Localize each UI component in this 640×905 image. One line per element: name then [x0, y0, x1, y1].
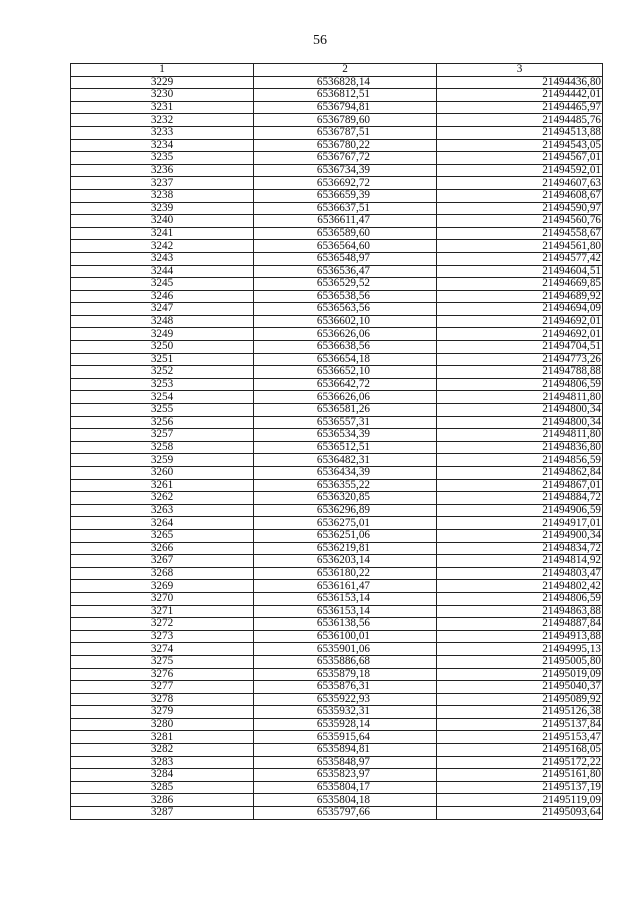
table-row — [71, 278, 603, 291]
y-coordinate-cell: 21495161,80 — [437, 769, 603, 782]
x-coordinate-cell: 6535932,31 — [254, 706, 437, 719]
x-coordinate-cell: 6536638,56 — [254, 341, 437, 354]
table-row — [71, 655, 603, 668]
point-number-cell: 3260 — [71, 467, 254, 480]
table-row — [71, 467, 603, 480]
point-number-cell: 3251 — [71, 353, 254, 366]
point-number-cell: 3263 — [71, 504, 254, 517]
table-row — [71, 215, 603, 228]
y-coordinate-cell: 21494862,84 — [437, 467, 603, 480]
x-coordinate-cell: 6535879,18 — [254, 668, 437, 681]
table-row — [71, 164, 603, 177]
y-coordinate-cell: 21494694,09 — [437, 303, 603, 316]
point-number-cell: 3284 — [71, 769, 254, 782]
y-coordinate-cell: 21494836,80 — [437, 441, 603, 454]
page-number: 56 — [313, 33, 327, 48]
y-coordinate-cell: 21494561,80 — [437, 240, 603, 253]
x-coordinate-cell: 6536812,51 — [254, 89, 437, 102]
point-number-cell: 3259 — [71, 454, 254, 467]
y-coordinate-cell: 21494802,42 — [437, 580, 603, 593]
y-coordinate-cell: 21494856,59 — [437, 454, 603, 467]
point-number-cell: 3257 — [71, 429, 254, 442]
x-coordinate-cell: 6536536,47 — [254, 265, 437, 278]
point-number-cell: 3267 — [71, 555, 254, 568]
x-coordinate-cell: 6536589,60 — [254, 227, 437, 240]
y-coordinate-cell: 21494577,42 — [437, 252, 603, 265]
x-coordinate-cell: 6535928,14 — [254, 718, 437, 731]
y-coordinate-cell: 21494806,59 — [437, 592, 603, 605]
table-row — [71, 139, 603, 152]
y-coordinate-cell: 21494803,47 — [437, 567, 603, 580]
y-coordinate-cell: 21494436,80 — [437, 76, 603, 89]
point-number-cell: 3241 — [71, 227, 254, 240]
point-number-cell: 3275 — [71, 655, 254, 668]
y-coordinate-cell: 21494884,72 — [437, 492, 603, 505]
point-number-cell: 3245 — [71, 278, 254, 291]
table-row — [71, 630, 603, 643]
y-coordinate-cell: 21494917,01 — [437, 517, 603, 530]
x-coordinate-cell: 6536512,51 — [254, 441, 437, 454]
x-coordinate-cell: 6536153,14 — [254, 592, 437, 605]
x-coordinate-cell: 6535848,97 — [254, 756, 437, 769]
x-coordinate-cell: 6536602,10 — [254, 315, 437, 328]
x-coordinate-cell: 6536654,18 — [254, 353, 437, 366]
x-coordinate-cell: 6535804,17 — [254, 781, 437, 794]
x-coordinate-cell: 6536355,22 — [254, 479, 437, 492]
y-coordinate-cell: 21495153,47 — [437, 731, 603, 744]
table-row — [71, 794, 603, 807]
point-number-cell: 3281 — [71, 731, 254, 744]
x-coordinate-cell: 6536275,01 — [254, 517, 437, 530]
y-coordinate-cell: 21495019,09 — [437, 668, 603, 681]
y-coordinate-cell: 21495005,80 — [437, 655, 603, 668]
table-row — [71, 303, 603, 316]
x-coordinate-cell: 6536557,31 — [254, 416, 437, 429]
y-coordinate-cell: 21495137,84 — [437, 718, 603, 731]
y-coordinate-cell: 21494995,13 — [437, 643, 603, 656]
column-header-1: 1 — [71, 64, 254, 77]
table-row — [71, 529, 603, 542]
point-number-cell: 3238 — [71, 189, 254, 202]
coordinates-table — [70, 63, 603, 820]
table-row — [71, 404, 603, 417]
table-row — [71, 441, 603, 454]
y-coordinate-cell: 21494704,51 — [437, 341, 603, 354]
y-coordinate-cell: 21495137,19 — [437, 781, 603, 794]
point-number-cell: 3252 — [71, 366, 254, 379]
table-row — [71, 429, 603, 442]
x-coordinate-cell: 6536626,06 — [254, 328, 437, 341]
table-body — [71, 76, 603, 819]
x-coordinate-cell: 6536138,56 — [254, 618, 437, 631]
y-coordinate-cell: 21495040,37 — [437, 681, 603, 694]
point-number-cell: 3258 — [71, 441, 254, 454]
point-number-cell: 3276 — [71, 668, 254, 681]
x-coordinate-cell: 6536564,60 — [254, 240, 437, 253]
x-coordinate-cell: 6536780,22 — [254, 139, 437, 152]
table-row — [71, 555, 603, 568]
table-row — [71, 643, 603, 656]
y-coordinate-cell: 21494604,51 — [437, 265, 603, 278]
table-row — [71, 101, 603, 114]
point-number-cell: 3250 — [71, 341, 254, 354]
point-number-cell: 3230 — [71, 89, 254, 102]
x-coordinate-cell: 6536161,47 — [254, 580, 437, 593]
point-number-cell: 3231 — [71, 101, 254, 114]
y-coordinate-cell: 21494906,59 — [437, 504, 603, 517]
table-row — [71, 756, 603, 769]
y-coordinate-cell: 21494773,26 — [437, 353, 603, 366]
table-row — [71, 542, 603, 555]
table-row — [71, 252, 603, 265]
y-coordinate-cell: 21494692,01 — [437, 315, 603, 328]
point-number-cell: 3283 — [71, 756, 254, 769]
table-row — [71, 328, 603, 341]
table-row — [71, 618, 603, 631]
table-row — [71, 177, 603, 190]
y-coordinate-cell: 21494800,34 — [437, 404, 603, 417]
table-row — [71, 315, 603, 328]
y-coordinate-cell: 21494689,92 — [437, 290, 603, 303]
point-number-cell: 3248 — [71, 315, 254, 328]
table-row — [71, 114, 603, 127]
point-number-cell: 3247 — [71, 303, 254, 316]
table-row — [71, 366, 603, 379]
table-row — [71, 416, 603, 429]
point-number-cell: 3261 — [71, 479, 254, 492]
y-coordinate-cell: 21494607,63 — [437, 177, 603, 190]
table-row — [71, 781, 603, 794]
y-coordinate-cell: 21494608,67 — [437, 189, 603, 202]
point-number-cell: 3272 — [71, 618, 254, 631]
x-coordinate-cell: 6536659,39 — [254, 189, 437, 202]
point-number-cell: 3282 — [71, 744, 254, 757]
point-number-cell: 3254 — [71, 391, 254, 404]
x-coordinate-cell: 6536320,85 — [254, 492, 437, 505]
x-coordinate-cell: 6536180,22 — [254, 567, 437, 580]
point-number-cell: 3253 — [71, 378, 254, 391]
table-row — [71, 567, 603, 580]
table-row — [71, 454, 603, 467]
y-coordinate-cell: 21494811,80 — [437, 391, 603, 404]
x-coordinate-cell: 6536581,26 — [254, 404, 437, 417]
y-coordinate-cell: 21494867,01 — [437, 479, 603, 492]
point-number-cell: 3286 — [71, 794, 254, 807]
x-coordinate-cell: 6536538,56 — [254, 290, 437, 303]
point-number-cell: 3233 — [71, 126, 254, 139]
table-row — [71, 265, 603, 278]
y-coordinate-cell: 21494590,97 — [437, 202, 603, 215]
x-coordinate-cell: 6535823,97 — [254, 769, 437, 782]
column-header-3: 3 — [437, 64, 603, 77]
table-row — [71, 202, 603, 215]
x-coordinate-cell: 6536787,51 — [254, 126, 437, 139]
point-number-cell: 3249 — [71, 328, 254, 341]
point-number-cell: 3265 — [71, 529, 254, 542]
point-number-cell: 3271 — [71, 605, 254, 618]
x-coordinate-cell: 6536789,60 — [254, 114, 437, 127]
point-number-cell: 3285 — [71, 781, 254, 794]
table-row — [71, 89, 603, 102]
x-coordinate-cell: 6535804,18 — [254, 794, 437, 807]
point-number-cell: 3243 — [71, 252, 254, 265]
table-row — [71, 668, 603, 681]
y-coordinate-cell: 21495119,09 — [437, 794, 603, 807]
y-coordinate-cell: 21494913,88 — [437, 630, 603, 643]
table-row — [71, 605, 603, 618]
table-row — [71, 693, 603, 706]
x-coordinate-cell: 6536563,56 — [254, 303, 437, 316]
x-coordinate-cell: 6536611,47 — [254, 215, 437, 228]
table-row — [71, 341, 603, 354]
point-number-cell: 3270 — [71, 592, 254, 605]
x-coordinate-cell: 6536251,06 — [254, 529, 437, 542]
x-coordinate-cell: 6536626,06 — [254, 391, 437, 404]
table-row — [71, 240, 603, 253]
x-coordinate-cell: 6536534,39 — [254, 429, 437, 442]
y-coordinate-cell: 21494558,67 — [437, 227, 603, 240]
table-row — [71, 479, 603, 492]
point-number-cell: 3232 — [71, 114, 254, 127]
point-number-cell: 3273 — [71, 630, 254, 643]
table-row — [71, 580, 603, 593]
table-row — [71, 290, 603, 303]
table-row — [71, 504, 603, 517]
x-coordinate-cell: 6535922,93 — [254, 693, 437, 706]
table-row — [71, 681, 603, 694]
table-row — [71, 189, 603, 202]
table-header-row — [71, 64, 603, 77]
point-number-cell: 3269 — [71, 580, 254, 593]
point-number-cell: 3244 — [71, 265, 254, 278]
table-row — [71, 126, 603, 139]
x-coordinate-cell: 6536692,72 — [254, 177, 437, 190]
point-number-cell: 3229 — [71, 76, 254, 89]
x-coordinate-cell: 6536642,72 — [254, 378, 437, 391]
y-coordinate-cell: 21494465,97 — [437, 101, 603, 114]
table-row — [71, 731, 603, 744]
table-row — [71, 152, 603, 165]
x-coordinate-cell: 6536652,10 — [254, 366, 437, 379]
table-row — [71, 718, 603, 731]
x-coordinate-cell: 6536153,14 — [254, 605, 437, 618]
y-coordinate-cell: 21494543,05 — [437, 139, 603, 152]
point-number-cell: 3236 — [71, 164, 254, 177]
point-number-cell: 3256 — [71, 416, 254, 429]
y-coordinate-cell: 21494567,01 — [437, 152, 603, 165]
x-coordinate-cell: 6535894,81 — [254, 744, 437, 757]
point-number-cell: 3255 — [71, 404, 254, 417]
x-coordinate-cell: 6536296,89 — [254, 504, 437, 517]
y-coordinate-cell: 21494800,34 — [437, 416, 603, 429]
y-coordinate-cell: 21494692,01 — [437, 328, 603, 341]
point-number-cell: 3262 — [71, 492, 254, 505]
y-coordinate-cell: 21494863,88 — [437, 605, 603, 618]
table-row — [71, 517, 603, 530]
y-coordinate-cell: 21494900,34 — [437, 529, 603, 542]
point-number-cell: 3239 — [71, 202, 254, 215]
x-coordinate-cell: 6535901,06 — [254, 643, 437, 656]
point-number-cell: 3240 — [71, 215, 254, 228]
y-coordinate-cell: 21494811,80 — [437, 429, 603, 442]
x-coordinate-cell: 6536434,39 — [254, 467, 437, 480]
y-coordinate-cell: 21494485,76 — [437, 114, 603, 127]
x-coordinate-cell: 6536794,81 — [254, 101, 437, 114]
point-number-cell: 3278 — [71, 693, 254, 706]
point-number-cell: 3274 — [71, 643, 254, 656]
x-coordinate-cell: 6536637,51 — [254, 202, 437, 215]
point-number-cell: 3280 — [71, 718, 254, 731]
point-number-cell: 3268 — [71, 567, 254, 580]
column-header-2: 2 — [254, 64, 437, 77]
y-coordinate-cell: 21494592,01 — [437, 164, 603, 177]
x-coordinate-cell: 6535876,31 — [254, 681, 437, 694]
y-coordinate-cell: 21495126,38 — [437, 706, 603, 719]
y-coordinate-cell: 21494560,76 — [437, 215, 603, 228]
y-coordinate-cell: 21494814,92 — [437, 555, 603, 568]
x-coordinate-cell: 6536529,52 — [254, 278, 437, 291]
table-row — [71, 391, 603, 404]
x-coordinate-cell: 6536767,72 — [254, 152, 437, 165]
y-coordinate-cell: 21495172,22 — [437, 756, 603, 769]
point-number-cell: 3264 — [71, 517, 254, 530]
y-coordinate-cell: 21494442,01 — [437, 89, 603, 102]
x-coordinate-cell: 6535886,68 — [254, 655, 437, 668]
y-coordinate-cell: 21495168,05 — [437, 744, 603, 757]
x-coordinate-cell: 6535915,64 — [254, 731, 437, 744]
point-number-cell: 3287 — [71, 807, 254, 820]
table-row — [71, 744, 603, 757]
table-row — [71, 353, 603, 366]
y-coordinate-cell: 21494788,88 — [437, 366, 603, 379]
y-coordinate-cell: 21494669,85 — [437, 278, 603, 291]
x-coordinate-cell: 6536482,31 — [254, 454, 437, 467]
table-row — [71, 227, 603, 240]
table-row — [71, 769, 603, 782]
x-coordinate-cell: 6536734,39 — [254, 164, 437, 177]
y-coordinate-cell: 21494834,72 — [437, 542, 603, 555]
y-coordinate-cell: 21495093,64 — [437, 807, 603, 820]
x-coordinate-cell: 6535797,66 — [254, 807, 437, 820]
x-coordinate-cell: 6536828,14 — [254, 76, 437, 89]
y-coordinate-cell: 21494887,84 — [437, 618, 603, 631]
y-coordinate-cell: 21494806,59 — [437, 378, 603, 391]
table-row — [71, 378, 603, 391]
x-coordinate-cell: 6536219,81 — [254, 542, 437, 555]
point-number-cell: 3237 — [71, 177, 254, 190]
table-row — [71, 592, 603, 605]
point-number-cell: 3266 — [71, 542, 254, 555]
point-number-cell: 3242 — [71, 240, 254, 253]
point-number-cell: 3234 — [71, 139, 254, 152]
point-number-cell: 3277 — [71, 681, 254, 694]
y-coordinate-cell: 21495089,92 — [437, 693, 603, 706]
point-number-cell: 3246 — [71, 290, 254, 303]
x-coordinate-cell: 6536100,01 — [254, 630, 437, 643]
x-coordinate-cell: 6536203,14 — [254, 555, 437, 568]
point-number-cell: 3235 — [71, 152, 254, 165]
table-row — [71, 76, 603, 89]
table-row — [71, 706, 603, 719]
point-number-cell: 3279 — [71, 706, 254, 719]
x-coordinate-cell: 6536548,97 — [254, 252, 437, 265]
y-coordinate-cell: 21494513,88 — [437, 126, 603, 139]
table-row — [71, 492, 603, 505]
table-row — [71, 807, 603, 820]
